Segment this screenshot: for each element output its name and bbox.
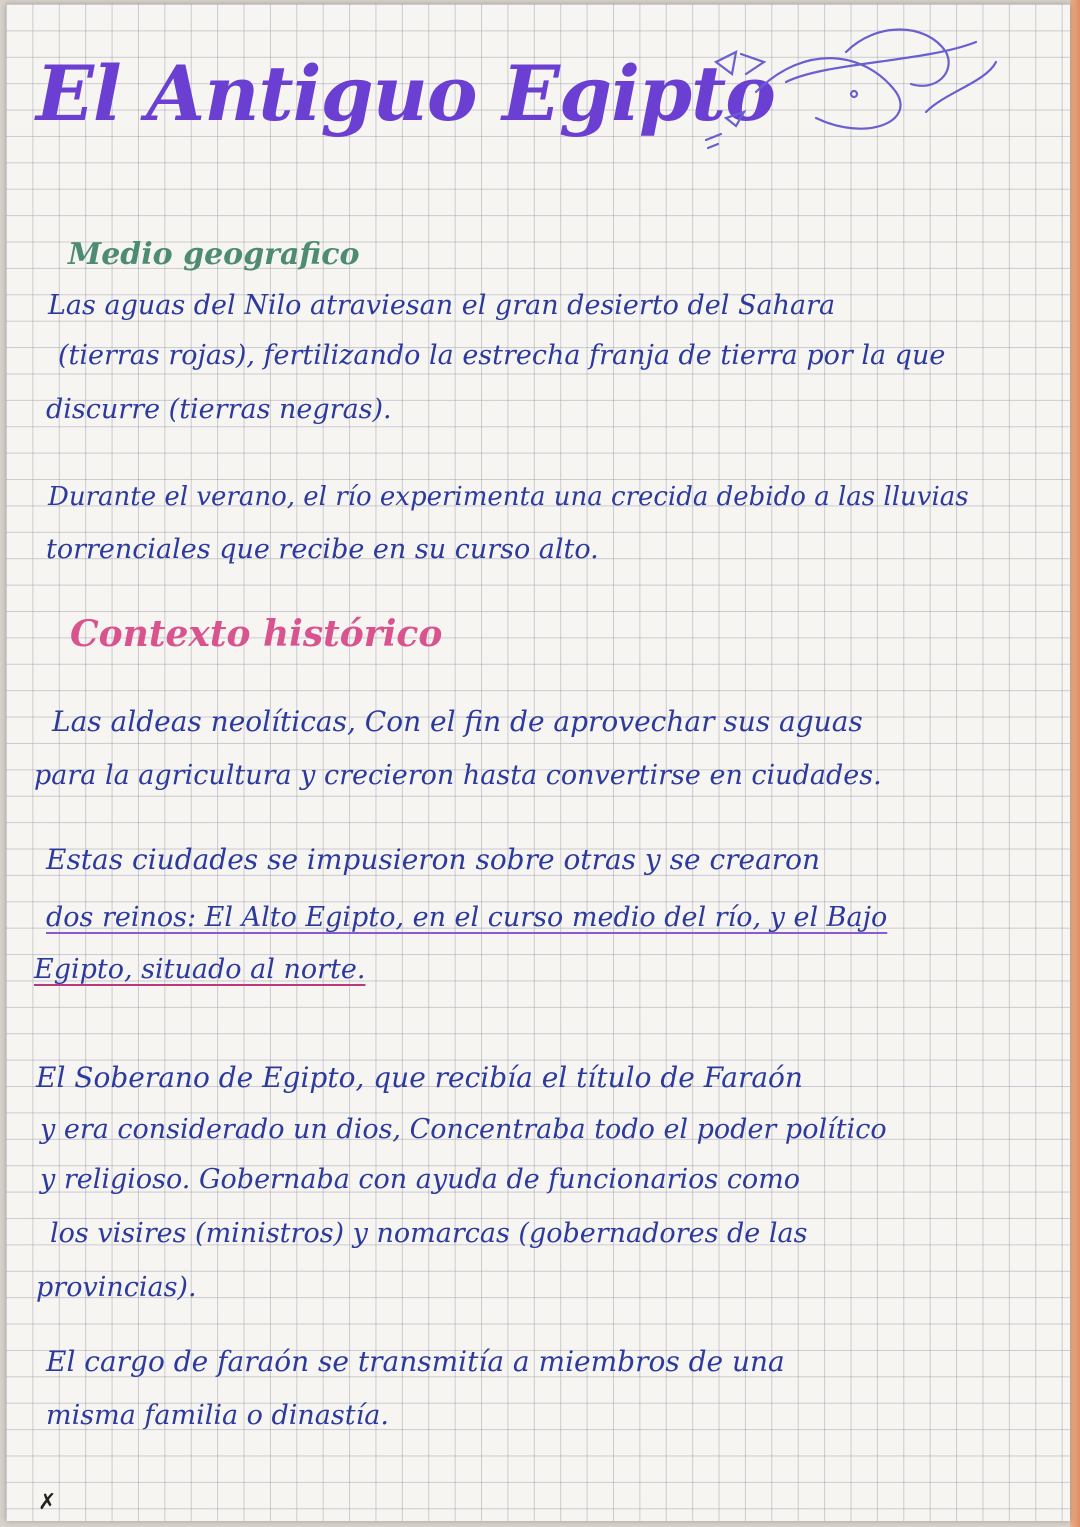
text-line: El Soberano de Egipto, que recibía el título de Faraón <box>36 1061 803 1094</box>
text-line: para la agricultura y crecieron hasta convertirse en ciudades. <box>34 760 882 791</box>
doodle-drawing <box>696 22 1006 152</box>
notebook-page <box>6 4 1070 1521</box>
page-title: El Antiguo Egipto <box>36 49 775 138</box>
text-line: Durante el verano, el río experimenta una crecida debido a las lluvias <box>48 482 969 512</box>
text-line: Las aldeas neolíticas, Con el fin de aprovechar sus aguas <box>52 705 863 738</box>
text-line: Egipto, situado al norte. <box>34 954 366 985</box>
text-line: Estas ciudades se impusieron sobre otras y se crearon <box>46 843 821 876</box>
corner-mark-icon: ✗ <box>38 1490 57 1515</box>
text-line: discurre (tierras negras). <box>46 394 392 425</box>
text-line: (tierras rojas), fertilizando la estrecha franja de tierra por la que <box>58 340 946 371</box>
text-line: El cargo de faraón se transmitía a miembros de una <box>46 1345 785 1378</box>
text-line: Las aguas del Nilo atraviesan el gran desierto del Sahara <box>48 290 836 321</box>
text-line: torrenciales que recibe en su curso alto. <box>46 534 599 565</box>
section-heading-contexto-historico: Contexto histórico <box>70 613 443 655</box>
section-heading-medio-geografico: Medio geografico <box>68 237 360 272</box>
text-line: misma familia o dinastía. <box>46 1400 389 1431</box>
text-line: provincias). <box>36 1272 197 1303</box>
text-line: y religioso. Gobernaba con ayuda de funcionarios como <box>40 1164 801 1195</box>
text-line: los visires (ministros) y nomarcas (gobernadores de las <box>50 1218 808 1249</box>
text-line: y era considerado un dios, Concentraba todo el poder político <box>40 1114 887 1145</box>
notebook-edge <box>1070 0 1080 1527</box>
text-line: dos reinos: El Alto Egipto, en el curso medio del río, y el Bajo <box>46 902 888 933</box>
